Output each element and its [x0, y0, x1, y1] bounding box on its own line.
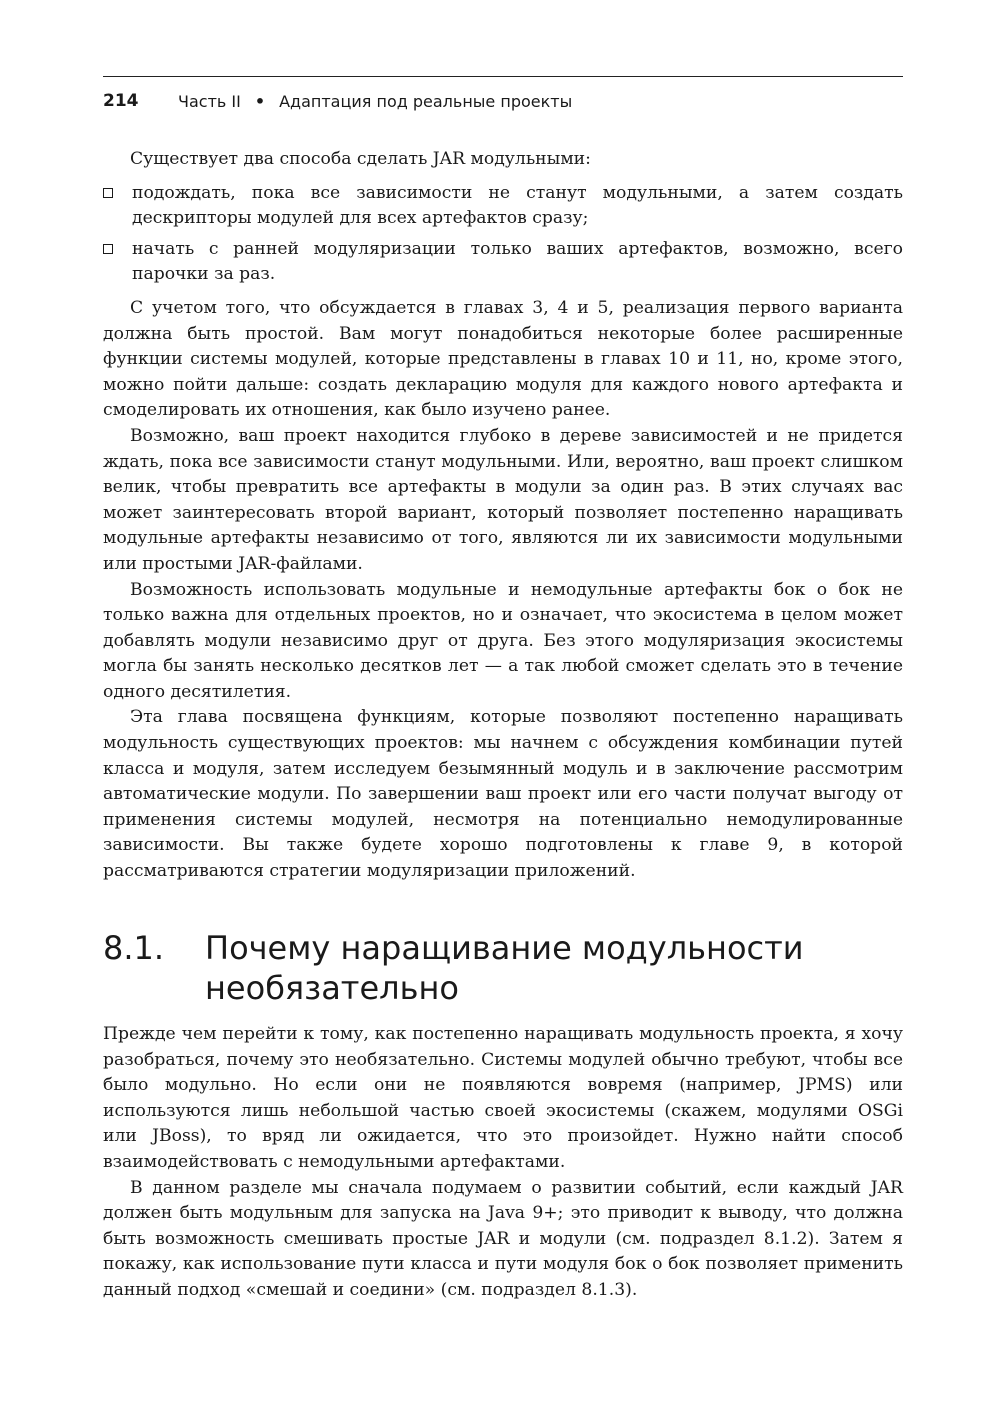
paragraph: Возможно, ваш проект находится глубоко в дереве зависимостей и не придется ждать, пока все зависимости станут модульными. Или, вероятно, ваш проект слишком велик, чтобы превратить все артефакты в модули за один раз. В этих случаях вас может заинтересовать второй вариант, который позволяет постепенно наращивать модульные артефакты независимо от того, являются ли их зависимости модульными или простыми JAR-файлами.	[103, 425, 903, 574]
option-text: подождать, пока все зависимости не станут модульными, а затем создать дескрипторы модулей для всех артефактов сразу;	[132, 182, 903, 229]
section-title: Почему наращивание модульности необязательно	[205, 929, 804, 1007]
intro-text	[103, 147, 903, 885]
paragraph: С учетом того, что обсуждается в главах 3, 4 и 5, реализация первого варианта должна быть простой. Вам могут понадобиться некоторые более расширенные функции системы модулей, которые представлены в главах 10 и 11, но, кроме этого, можно пойти дальше: создать декларацию модуля для каждого нового артефакта и смоделировать их отношения, как было изучено ранее.	[103, 297, 903, 421]
header-separator: •	[254, 91, 266, 111]
option-text: начать с ранней модуляризации только ваших артефактов, возможно, всего парочки за раз.	[132, 238, 903, 285]
list-item	[103, 181, 903, 232]
intro-lead: Существует два способа сделать JAR модульными:	[130, 149, 591, 169]
section-heading	[103, 928, 903, 1008]
page-number: 214	[103, 91, 139, 111]
paragraph: Эта глава посвящена функциям, которые позволяют постепенно наращивать модульность существующих проектов: мы начнем с обсуждения комбинации путей класса и модуля, затем исследуем безымянный модуль и в заключение рассмотрим автоматические модули. По завершении ваш проект или его части получат выгоду от применения системы модулей, несмотря на потенциально немодулированные зависимости. Вы также будете хорошо подготовлены к главе 9, в которой рассматриваются стратегии модуляризации приложений.	[103, 707, 903, 882]
section-text	[103, 1022, 903, 1304]
checkbox-bullet-icon	[103, 188, 113, 198]
part-label: Часть II	[178, 91, 241, 111]
paragraph: Прежде чем перейти к тому, как постепенно наращивать модульность проекта, я хочу разобраться, почему это необязательно. Системы модулей обычно требуют, чтобы все было модульно. Но если они не появляются вовремя (например, JPMS) или используются лишь небольшой частью своей экосистемы (скажем, модулями OSGi или JBoss), то вряд ли ожидается, что это произойдет. Нужно найти способ взаимодействовать с немодульными артефактами.	[103, 1024, 903, 1172]
paragraph: Возможность использовать модульные и немодульные артефакты бок о бок не только важна для отдельных проектов, но и означает, что экосистема в целом может добавлять модули независимо друг от друга. Без этого модуляризация экосистемы могла бы занять несколько десятков лет — а так любой сможет сделать это в течение одного десятилетия.	[103, 579, 903, 702]
list-item	[103, 237, 903, 288]
paragraph: В данном разделе мы сначала подумаем о развитии событий, если каждый JAR должен быть модульным для запуска на Java 9+; это приводит к выводу, что должна быть возможность смешивать простые JAR и модули (см. подраздел 8.1.2). Затем я покажу, как использование пути класса и пути модуля бок о бок позволяет применить данный подход «смешай и соедини» (см. подраздел 8.1.3).	[103, 1177, 903, 1300]
checkbox-bullet-icon	[103, 244, 113, 254]
chapter-title: Адаптация под реальные проекты	[279, 91, 573, 111]
options-list	[103, 181, 903, 288]
running-header	[103, 76, 903, 113]
section-number: 8.1.	[103, 929, 165, 967]
